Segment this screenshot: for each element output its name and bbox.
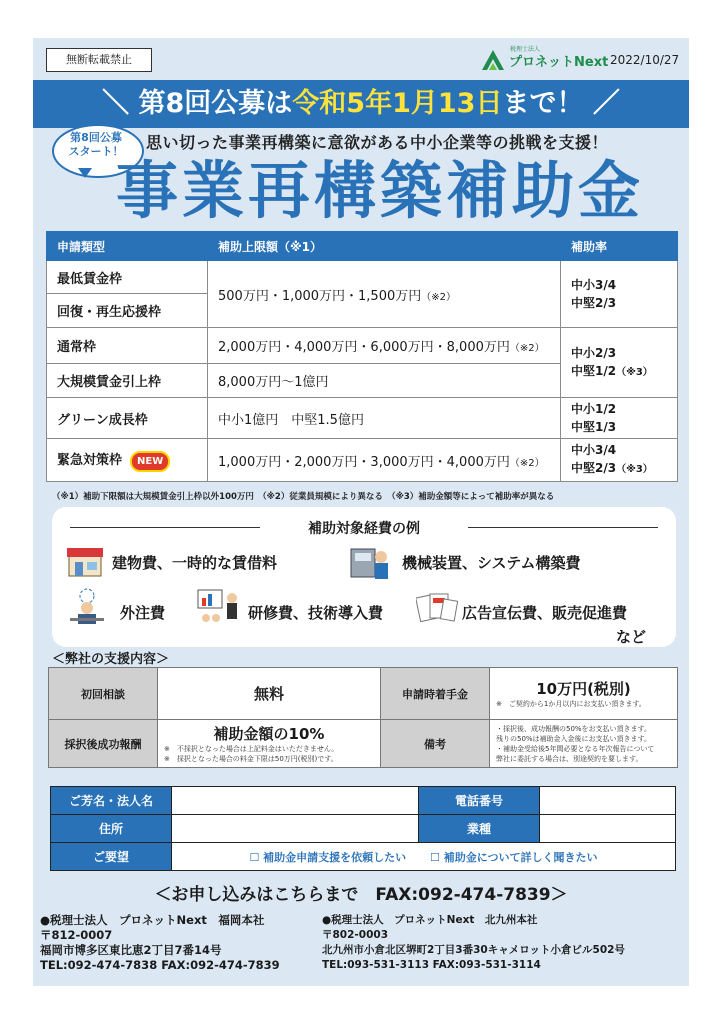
outsourcing-icon	[66, 588, 108, 626]
table-row	[47, 261, 678, 294]
type-emergency: 緊急対策枠	[57, 452, 123, 468]
banner-part2: まで！	[502, 88, 584, 119]
remarks-cell	[490, 720, 678, 768]
success-fee-cell	[158, 720, 381, 768]
table-row	[47, 328, 678, 364]
bubble-line1: 第8回公募	[70, 131, 122, 144]
type-large-wage: 大規模賃金引上枠	[47, 364, 208, 398]
request-options	[172, 843, 676, 871]
header-type: 申請類型	[47, 232, 208, 261]
subsidy-table-header	[47, 232, 678, 261]
name-label: ご芳名・法人名	[51, 787, 172, 815]
success-fee-label: 採択後成功報酬	[49, 720, 158, 768]
advertising-icon	[416, 590, 458, 624]
logo-name: プロネットNext	[509, 55, 609, 70]
apply-fee-note: ※ ご契約から1か月以内にお支払い頂きます。	[496, 700, 646, 708]
request-label: ご要望	[51, 843, 172, 871]
success-fee-note2: ※ 採択となった場合の料金下限は50万円(税別)です。	[164, 755, 338, 763]
deadline-text	[33, 82, 689, 126]
amount-cell-1	[208, 261, 561, 328]
example-advertising: 広告宣伝費、販売促進費	[462, 604, 628, 622]
application-form	[50, 786, 676, 871]
apply-fee-label: 申請時着手金	[381, 668, 490, 720]
building-icon	[66, 545, 104, 577]
example-building: 建物費、一時的な賃借料	[112, 554, 278, 572]
amount-4: 中小1億円 中堅1.5億円	[208, 398, 561, 439]
table-row	[49, 720, 678, 768]
banner-left-slash: ＼	[102, 88, 130, 119]
type-green: グリーン成長枠	[47, 398, 208, 439]
rate-4a: 中小3/4	[571, 443, 617, 457]
remarks-line: ・補助金受給後5年間必要となる年次報告について	[496, 744, 655, 753]
example-etc: など	[616, 628, 647, 646]
rate-3a: 中小1/2	[571, 402, 617, 416]
training-icon	[196, 588, 240, 626]
industry-field[interactable]	[540, 815, 676, 843]
office-kitakyushu	[322, 913, 625, 973]
header-amount: 補助上限額（※1）	[208, 232, 561, 261]
rate-1b: 中堅2/3	[571, 296, 617, 310]
machine-icon	[350, 545, 390, 581]
industry-label: 業種	[419, 815, 540, 843]
phone-field[interactable]	[540, 787, 676, 815]
amount-cell-5	[208, 439, 561, 482]
banner-deadline-date: 令和5年1月13日	[292, 88, 503, 119]
success-fee-note1: ※ 不採択となった場合は上記料金はいただきません。	[164, 745, 339, 753]
rate-4b: 中堅2/3	[571, 461, 617, 475]
amount-2-note: （※2）	[509, 343, 545, 354]
option-apply-support-checkbox[interactable]: ☐ 補助金申請支援を依頼したい	[249, 850, 407, 864]
amount-3: 8,000万円～1億円	[208, 364, 561, 398]
subsidy-table	[46, 231, 678, 482]
amount-cell-2	[208, 328, 561, 364]
remarks-line: 残りの50%は補助金入金後にお支払い頂きます。	[496, 734, 651, 743]
office-kitakyushu-tel: TEL:093-531-3113 FAX:093-531-3114	[322, 959, 541, 971]
phone-label: 電話番号	[419, 787, 540, 815]
bubble-line2: スタート！	[68, 145, 124, 158]
office-fukuoka-name: ●税理士法人 プロネットNext 福岡本社	[40, 913, 265, 927]
table-row	[49, 668, 678, 720]
apply-fee-value: 10万円(税別)	[536, 680, 631, 698]
rate-3b: 中堅1/3	[571, 420, 617, 434]
form-row	[51, 787, 676, 815]
table-footnotes: （※1）補助下限額は大規模賃金引上枠以外100万円 （※2）従業員規模により異なる （※3）補助金額等によって補助率が異なる	[52, 492, 555, 502]
amount-2: 2,000万円・4,000万円・6,000万円・8,000万円	[218, 340, 510, 355]
rate-1a: 中小3/4	[571, 278, 617, 292]
office-fukuoka-zip: 〒812-0007	[40, 928, 113, 942]
new-badge: NEW	[130, 451, 170, 472]
type-recovery: 回復・再生応援枠	[47, 294, 208, 328]
remarks-label: 備考	[381, 720, 490, 768]
header-rate: 補助率	[561, 232, 678, 261]
office-kitakyushu-zip: 〒802-0003	[322, 929, 388, 941]
office-fukuoka-address: 福岡市博多区東比恵2丁目7番14号	[40, 943, 222, 957]
amount-5-note: （※2）	[509, 457, 545, 469]
example-outsourcing: 外注費	[120, 604, 166, 622]
amount-1: 500万円・1,000万円・1,500万円	[218, 288, 422, 304]
rate-2a: 中小2/3	[571, 345, 617, 360]
office-kitakyushu-name: ●税理士法人 プロネットNext 北九州本社	[322, 914, 538, 926]
rate-2b-line	[571, 362, 667, 382]
type-minimum-wage: 最低賃金枠	[47, 261, 208, 294]
form-row	[51, 815, 676, 843]
remarks-line: 弊社に委託する場合は、別途契約を要します。	[496, 754, 643, 763]
main-title: 事業再構築補助金	[115, 154, 644, 227]
company-logo-icon	[480, 46, 506, 72]
name-field[interactable]	[172, 787, 419, 815]
issue-date: 2022/10/27	[610, 53, 680, 67]
rate-2b: 中堅1/2	[571, 363, 617, 378]
rate-4b-line	[571, 459, 667, 479]
type-normal: 通常枠	[47, 328, 208, 364]
success-fee-value: 補助金額の10%	[213, 725, 325, 743]
rate-4b-note: （※3）	[616, 464, 653, 475]
office-fukuoka-tel: TEL:092-474-7838 FAX:092-474-7839	[40, 958, 280, 972]
rate-cell-3	[561, 398, 678, 439]
initial-consult-label: 初回相談	[49, 668, 158, 720]
apply-fee-cell	[490, 668, 678, 720]
no-reprint-label: 無断転載禁止	[46, 48, 152, 72]
option-more-info-checkbox[interactable]: ☐ 補助金について詳しく聞きたい	[430, 850, 598, 864]
address-field[interactable]	[172, 815, 419, 843]
examples-heading: 補助対象経費の例	[308, 521, 420, 537]
amount-5: 1,000万円・2,000万円・3,000万円・4,000万円	[218, 454, 510, 470]
amount-1-note: （※2）	[421, 291, 456, 303]
subtitle: 思い切った事業再構築に意欲がある中小企業等の挑戦を支援！	[146, 133, 609, 152]
support-table	[48, 667, 678, 768]
rate-cell-1	[561, 261, 678, 328]
rate-cell-4	[561, 439, 678, 482]
banner-part1: 第8回公募は	[138, 88, 293, 119]
example-machine: 機械装置、システム構築費	[402, 554, 581, 572]
table-row	[47, 398, 678, 439]
office-kitakyushu-address: 北九州市小倉北区堺町2丁目3番30キャメロット小倉ビル502号	[322, 944, 625, 956]
rate-2b-note: （※3）	[616, 366, 653, 378]
address-label: 住所	[51, 815, 172, 843]
table-row	[47, 439, 678, 482]
example-training: 研修費、技術導入費	[248, 604, 384, 622]
bubble-tail	[78, 168, 92, 178]
support-title: ＜弊社の支援内容＞	[52, 652, 170, 667]
form-row	[51, 843, 676, 871]
banner-right-slash: ／	[592, 88, 620, 119]
rate-cell-2	[561, 328, 678, 398]
remarks-line: ・採択後、成功報酬の50%をお支払い頂きます。	[496, 724, 651, 733]
office-fukuoka	[40, 913, 280, 973]
type-emergency-cell	[47, 439, 208, 482]
fax-line: ＜お申し込みはこちらまで FAX:092-474-7839＞	[154, 885, 568, 905]
initial-consult-value: 無料	[158, 668, 381, 720]
logo-subtitle: 税理士法人	[510, 46, 541, 53]
